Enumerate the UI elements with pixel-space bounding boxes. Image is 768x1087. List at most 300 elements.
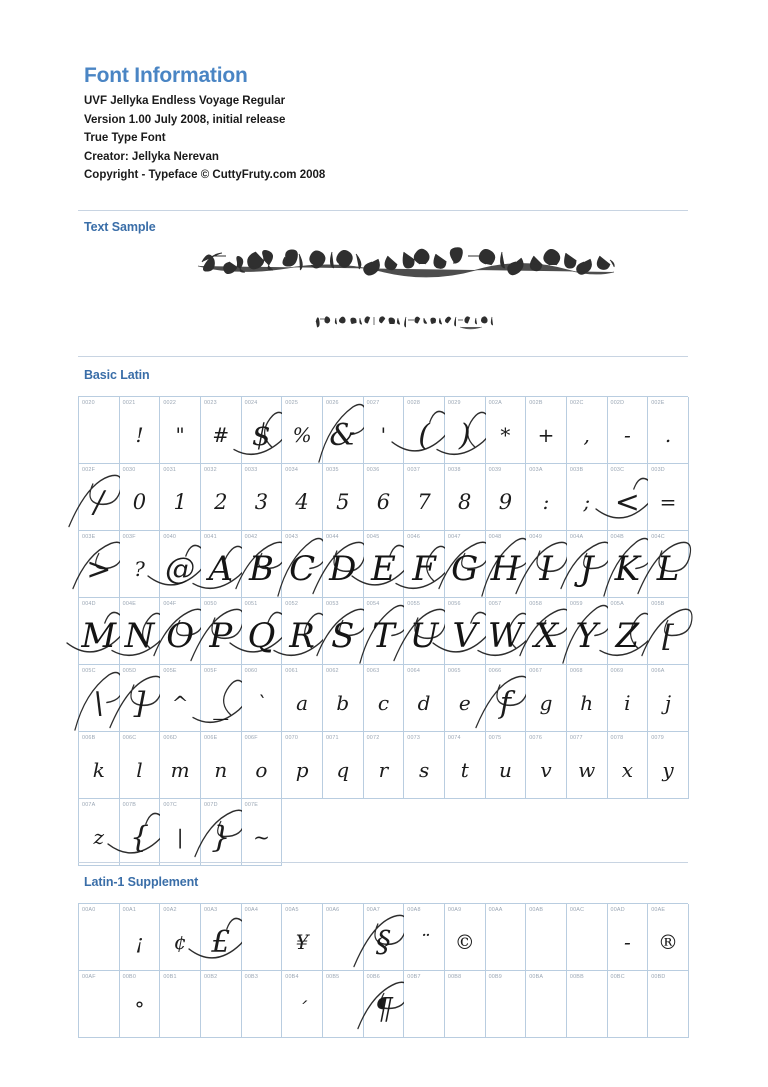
glyph-cell[interactable] (526, 531, 567, 598)
glyph-cell[interactable] (160, 971, 201, 1038)
glyph-cell[interactable] (526, 464, 567, 531)
glyph-codepoint-label: 002E (651, 400, 665, 406)
glyph-sample: 1 (173, 490, 187, 514)
glyph-cell[interactable] (404, 397, 445, 464)
glyph-sample: M (81, 616, 117, 656)
glyph-sample: & (329, 417, 357, 453)
glyph-codepoint-label: 003B (569, 467, 584, 473)
glyph-grid-row (79, 397, 688, 464)
latin-1-supplement-glyph-grid (78, 903, 688, 1038)
glyph-cell[interactable] (567, 598, 608, 665)
glyph-cell[interactable] (404, 665, 445, 732)
glyph-codepoint-label: 0023 (203, 400, 217, 406)
glyph-codepoint-label: 0031 (163, 467, 177, 473)
glyph-cell[interactable] (79, 732, 120, 799)
glyph-cell[interactable] (567, 464, 608, 531)
glyph-codepoint-label: 00AE (651, 907, 666, 913)
glyph-sample: < (614, 484, 640, 520)
glyph-codepoint-label: 002B (529, 400, 543, 406)
glyph-codepoint-label: 0064 (407, 668, 421, 674)
glyph-cell[interactable] (608, 665, 649, 732)
glyph-codepoint-label: 003E (82, 534, 96, 540)
glyph-sample: V (452, 616, 478, 656)
glyph-cell[interactable] (364, 531, 405, 598)
glyph-cell[interactable] (526, 598, 567, 665)
text-sample-lowercase (312, 308, 502, 330)
glyph-cell[interactable] (120, 799, 161, 866)
glyph-codepoint-label: 00AB (529, 907, 544, 913)
glyph-cell[interactable] (201, 531, 242, 598)
glyph-cell[interactable] (282, 464, 323, 531)
glyph-cell[interactable] (323, 665, 364, 732)
glyph-sample: u (498, 758, 512, 782)
glyph-sample: . (664, 423, 672, 447)
glyph-cell[interactable] (242, 799, 283, 866)
glyph-codepoint-label: 004B (610, 534, 624, 540)
glyph-codepoint-label: 006A (651, 668, 665, 674)
glyph-sample (79, 920, 119, 964)
glyph-codepoint-label: 0078 (610, 735, 624, 741)
glyph-sample: § (375, 924, 391, 960)
glyph-sample: e (458, 691, 471, 715)
glyph-sample (567, 987, 607, 1031)
glyph-codepoint-label: 00A4 (244, 907, 259, 913)
glyph-cell[interactable] (282, 397, 323, 464)
glyph-codepoint-label: 0061 (285, 668, 299, 674)
glyph-sample (323, 920, 363, 964)
glyph-cell[interactable] (445, 665, 486, 732)
glyph-codepoint-label: 0047 (447, 534, 461, 540)
glyph-sample: + (537, 423, 555, 447)
section-heading-text-sample: Text Sample (84, 220, 156, 234)
glyph-cell[interactable] (567, 904, 608, 971)
glyph-codepoint-label: 00A2 (163, 907, 177, 913)
glyph-cell[interactable] (160, 531, 201, 598)
glyph-codepoint-label: 00BB (569, 974, 584, 980)
glyph-cell[interactable] (282, 732, 323, 799)
glyph-grid-row (79, 799, 688, 866)
glyph-cell[interactable] (364, 665, 405, 732)
glyph-sample: 2 (214, 490, 228, 514)
glyph-cell[interactable] (526, 732, 567, 799)
glyph-sample: 6 (376, 490, 391, 514)
glyph-sample: p (295, 758, 309, 782)
glyph-codepoint-label: 003C (610, 467, 625, 473)
glyph-sample: | (176, 825, 184, 849)
glyph-cell[interactable] (486, 531, 527, 598)
glyph-cell[interactable] (242, 531, 283, 598)
glyph-cell[interactable] (120, 904, 161, 971)
glyph-sample: W (487, 616, 523, 656)
glyph-cell[interactable] (445, 732, 486, 799)
glyph-sample: l (136, 758, 143, 782)
glyph-sample: 8 (458, 490, 472, 514)
glyph-cell[interactable] (404, 531, 445, 598)
glyph-cell[interactable] (79, 397, 120, 464)
glyph-cell[interactable] (608, 598, 649, 665)
glyph-sample: h (580, 691, 594, 715)
glyph-codepoint-label: 0073 (407, 735, 421, 741)
glyph-sample: J (579, 549, 594, 589)
glyph-cell[interactable] (160, 799, 201, 866)
glyph-codepoint-label: 00A8 (407, 907, 421, 913)
font-info-line: Copyright - Typeface © CuttyFruty.com 2008 (84, 169, 326, 182)
glyph-codepoint-label: 0050 (203, 601, 217, 607)
glyph-codepoint-label: 005F (203, 668, 218, 674)
glyph-sample: _ (213, 685, 229, 721)
glyph-sample: n (214, 758, 228, 782)
glyph-cell[interactable] (608, 732, 649, 799)
glyph-cell[interactable] (323, 397, 364, 464)
glyph-sample: $ (251, 417, 271, 453)
glyph-sample (526, 987, 566, 1031)
glyph-sample: ! (135, 423, 144, 447)
glyph-cell[interactable] (201, 397, 242, 464)
glyph-sample: i (624, 691, 631, 715)
glyph-cell[interactable] (404, 598, 445, 665)
glyph-sample: / (93, 484, 104, 520)
glyph-cell[interactable] (404, 904, 445, 971)
glyph-cell[interactable] (445, 464, 486, 531)
glyph-cell[interactable] (323, 531, 364, 598)
glyph-cell[interactable] (608, 531, 649, 598)
glyph-cell[interactable] (242, 665, 283, 732)
glyph-cell[interactable] (323, 598, 364, 665)
glyph-sample: w (578, 758, 596, 782)
glyph-cell[interactable] (120, 531, 161, 598)
glyph-sample: K (614, 549, 641, 589)
glyph-cell[interactable] (526, 904, 567, 971)
glyph-cell[interactable] (282, 598, 323, 665)
glyph-cell[interactable] (648, 971, 689, 1038)
glyph-sample: = (659, 490, 677, 514)
section-heading-basic-latin: Basic Latin (84, 368, 150, 382)
glyph-sample: C (289, 549, 316, 589)
glyph-codepoint-label: 0071 (325, 735, 339, 741)
glyph-cell[interactable] (120, 598, 161, 665)
glyph-cell[interactable] (486, 598, 527, 665)
glyph-codepoint-label: 004C (651, 534, 665, 540)
glyph-codepoint-label: 00A3 (203, 907, 218, 913)
glyph-codepoint-label: 0074 (447, 735, 461, 741)
glyph-cell[interactable] (201, 904, 242, 971)
glyph-codepoint-label: 0037 (407, 467, 421, 473)
glyph-codepoint-label: 00B8 (447, 974, 462, 980)
glyph-cell[interactable] (79, 799, 120, 866)
glyph-sample: [ (662, 618, 674, 654)
glyph-cell[interactable] (201, 464, 242, 531)
glyph-cell[interactable] (445, 598, 486, 665)
glyph-cell[interactable] (608, 971, 649, 1038)
glyph-sample: 5 (336, 490, 350, 514)
glyph-cell[interactable] (364, 397, 405, 464)
glyph-cell[interactable] (364, 732, 405, 799)
glyph-cell[interactable] (567, 531, 608, 598)
glyph-cell[interactable] (242, 598, 283, 665)
glyph-sample: \ (93, 685, 104, 721)
glyph-sample: " (175, 423, 185, 447)
glyph-cell[interactable] (201, 799, 242, 866)
glyph-codepoint-label: 002F (82, 467, 96, 473)
glyph-codepoint-label: 0039 (488, 467, 502, 473)
glyph-codepoint-label: 0079 (651, 735, 664, 741)
glyph-cell[interactable] (120, 732, 161, 799)
glyph-cell[interactable] (648, 665, 689, 732)
glyph-cell[interactable] (445, 904, 486, 971)
glyph-sample: F (412, 549, 436, 589)
glyph-codepoint-label: 0077 (569, 735, 583, 741)
glyph-cell[interactable] (120, 665, 161, 732)
glyph-sample: , (583, 423, 590, 447)
glyph-sample: R (289, 616, 315, 656)
glyph-cell[interactable] (364, 598, 405, 665)
glyph-cell[interactable] (79, 598, 120, 665)
glyph-cell[interactable] (79, 904, 120, 971)
glyph-cell[interactable] (323, 971, 364, 1038)
glyph-codepoint-label: 0053 (325, 601, 339, 607)
glyph-cell[interactable] (364, 971, 405, 1038)
glyph-codepoint-label: 007C (163, 802, 177, 808)
glyph-sample: # (212, 423, 230, 447)
glyph-cell[interactable] (608, 904, 649, 971)
glyph-sample: S (331, 616, 355, 656)
glyph-codepoint-label: 0054 (366, 601, 380, 607)
glyph-cell[interactable] (282, 971, 323, 1038)
glyph-codepoint-label: 00AC (569, 907, 585, 913)
font-info-line: Version 1.00 July 2008, initial release (84, 113, 286, 126)
glyph-cell[interactable] (608, 464, 649, 531)
glyph-cell[interactable] (120, 397, 161, 464)
glyph-cell[interactable] (445, 531, 486, 598)
glyph-grid-row (79, 598, 688, 665)
glyph-codepoint-label: 007E (244, 802, 259, 808)
glyph-cell[interactable] (648, 598, 689, 665)
glyph-sample (608, 987, 648, 1031)
glyph-cell[interactable] (567, 665, 608, 732)
glyph-cell[interactable] (567, 732, 608, 799)
glyph-sample: Y (575, 616, 598, 656)
glyph-codepoint-label: 00B6 (366, 974, 380, 980)
glyph-cell[interactable] (242, 397, 283, 464)
glyph-cell[interactable] (486, 971, 527, 1038)
glyph-sample: { (129, 819, 150, 855)
glyph-cell[interactable] (120, 464, 161, 531)
glyph-cell[interactable] (526, 665, 567, 732)
glyph-sample (79, 413, 119, 457)
glyph-cell[interactable] (201, 665, 242, 732)
glyph-cell[interactable] (404, 464, 445, 531)
glyph-cell[interactable] (364, 904, 405, 971)
glyph-codepoint-label: 0067 (529, 668, 543, 674)
glyph-codepoint-label: 00A9 (447, 907, 462, 913)
glyph-cell[interactable] (648, 904, 689, 971)
glyph-codepoint-label: 0033 (244, 467, 258, 473)
glyph-sample: q (336, 758, 350, 782)
glyph-cell[interactable] (486, 732, 527, 799)
glyph-codepoint-label: 00BC (610, 974, 625, 980)
glyph-sample: 7 (417, 490, 431, 514)
glyph-sample: d (417, 691, 431, 715)
glyph-sample: ` (256, 691, 267, 715)
glyph-cell[interactable] (323, 732, 364, 799)
glyph-codepoint-label: 00A6 (325, 907, 340, 913)
glyph-grid-row (79, 531, 688, 598)
glyph-codepoint-label: 0035 (325, 467, 339, 473)
glyph-codepoint-label: 0024 (244, 400, 258, 406)
glyph-cell[interactable] (526, 971, 567, 1038)
glyph-cell[interactable] (526, 397, 567, 464)
glyph-codepoint-label: 0044 (325, 534, 339, 540)
glyph-codepoint-label: 005B (651, 601, 665, 607)
glyph-sample: 0 (132, 490, 147, 514)
glyph-sample: H (490, 549, 521, 589)
glyph-sample: b (336, 691, 350, 715)
glyph-sample (648, 987, 688, 1031)
glyph-sample: o (255, 758, 268, 782)
glyph-codepoint-label: 0072 (366, 735, 380, 741)
page-title: Font Information (84, 64, 248, 87)
glyph-sample: ¢ (173, 930, 187, 954)
glyph-sample: : (542, 490, 550, 514)
glyph-sample: N (124, 616, 155, 656)
glyph-sample: > (86, 551, 112, 587)
glyph-cell[interactable] (567, 971, 608, 1038)
glyph-cell[interactable] (242, 904, 283, 971)
glyph-sample: - (623, 423, 631, 447)
glyph-cell[interactable] (648, 732, 689, 799)
glyph-codepoint-label: 0069 (610, 668, 624, 674)
glyph-sample: z (93, 825, 105, 849)
glyph-codepoint-label: 00B1 (163, 974, 177, 980)
glyph-cell-placeholder (323, 799, 364, 866)
glyph-sample: ¶ (373, 991, 393, 1027)
glyph-codepoint-label: 002C (569, 400, 584, 406)
glyph-sample: G (451, 549, 479, 589)
glyph-cell-placeholder (608, 799, 649, 866)
glyph-cell[interactable] (160, 904, 201, 971)
glyph-codepoint-label: 0076 (529, 735, 543, 741)
glyph-sample: ° (134, 997, 145, 1021)
glyph-sample: Z (615, 616, 640, 656)
glyph-cell[interactable] (486, 464, 527, 531)
glyph-cell[interactable] (79, 464, 120, 531)
glyph-sample: ; (583, 490, 591, 514)
glyph-cell[interactable] (79, 971, 120, 1038)
glyph-grid-row (79, 904, 688, 971)
glyph-codepoint-label: 0028 (407, 400, 421, 406)
glyph-codepoint-label: 0046 (407, 534, 421, 540)
glyph-codepoint-label: 0068 (569, 668, 583, 674)
glyph-cell[interactable] (323, 464, 364, 531)
glyph-cell[interactable] (160, 397, 201, 464)
glyph-cell[interactable] (648, 397, 689, 464)
glyph-cell[interactable] (282, 531, 323, 598)
glyph-codepoint-label: 00B0 (122, 974, 137, 980)
glyph-codepoint-label: 002A (488, 400, 502, 406)
glyph-cell[interactable] (120, 971, 161, 1038)
glyph-codepoint-label: 003F (122, 534, 136, 540)
glyph-cell[interactable] (201, 971, 242, 1038)
glyph-cell[interactable] (323, 904, 364, 971)
glyph-codepoint-label: 0059 (569, 601, 583, 607)
glyph-cell[interactable] (79, 531, 120, 598)
glyph-codepoint-label: 0041 (203, 534, 217, 540)
glyph-cell[interactable] (404, 732, 445, 799)
glyph-sample: ¥ (295, 930, 309, 954)
glyph-codepoint-label: 006C (122, 735, 137, 741)
glyph-codepoint-label: 00B9 (488, 974, 502, 980)
font-info-line: UVF Jellyka Endless Voyage Regular (84, 95, 286, 107)
glyph-sample: U (409, 616, 439, 656)
glyph-sample: E (371, 549, 396, 589)
glyph-cell[interactable] (364, 464, 405, 531)
glyph-cell[interactable] (160, 665, 201, 732)
glyph-sample (486, 987, 526, 1031)
glyph-codepoint-label: 0058 (529, 601, 543, 607)
glyph-cell[interactable] (648, 531, 689, 598)
glyph-codepoint-label: 0052 (285, 601, 299, 607)
glyph-cell[interactable] (160, 464, 201, 531)
glyph-cell[interactable] (160, 732, 201, 799)
section-divider (78, 862, 688, 863)
text-sample-uppercase (196, 232, 620, 280)
glyph-cell[interactable] (486, 904, 527, 971)
glyph-codepoint-label: 00A7 (366, 907, 380, 913)
glyph-cell[interactable] (282, 904, 323, 971)
glyph-sample: 3 (254, 490, 269, 514)
glyph-codepoint-label: 0042 (244, 534, 258, 540)
glyph-sample: ^ (171, 691, 189, 715)
glyph-cell[interactable] (79, 665, 120, 732)
glyph-cell[interactable] (445, 971, 486, 1038)
glyph-cell[interactable] (201, 598, 242, 665)
glyph-sample: j (664, 691, 672, 715)
glyph-cell[interactable] (486, 665, 527, 732)
glyph-cell[interactable] (648, 464, 689, 531)
glyph-cell[interactable] (404, 971, 445, 1038)
glyph-codepoint-label: 00BD (651, 974, 666, 980)
glyph-codepoint-label: 007B (122, 802, 137, 808)
glyph-cell[interactable] (160, 598, 201, 665)
glyph-cell[interactable] (242, 971, 283, 1038)
glyph-cell[interactable] (445, 397, 486, 464)
glyph-codepoint-label: 005C (82, 668, 96, 674)
glyph-cell[interactable] (282, 665, 323, 732)
glyph-cell[interactable] (242, 732, 283, 799)
glyph-cell[interactable] (486, 397, 527, 464)
section-divider (78, 356, 688, 357)
glyph-cell[interactable] (567, 397, 608, 464)
glyph-sample (445, 987, 485, 1031)
glyph-codepoint-label: 0020 (82, 400, 95, 406)
glyph-codepoint-label: 00A1 (122, 907, 137, 913)
glyph-sample: s (418, 758, 430, 782)
glyph-cell[interactable] (242, 464, 283, 531)
glyph-sample (526, 920, 566, 964)
font-info-list (84, 92, 684, 185)
glyph-sample: f (499, 685, 511, 721)
glyph-codepoint-label: 0036 (366, 467, 380, 473)
glyph-codepoint-label: 0056 (447, 601, 461, 607)
glyph-sample: g (539, 691, 553, 715)
glyph-sample: £ (211, 924, 231, 960)
glyph-sample: ? (134, 557, 145, 581)
glyph-sample: x (621, 758, 633, 782)
glyph-codepoint-label: 0025 (285, 400, 299, 406)
glyph-cell[interactable] (201, 732, 242, 799)
glyph-sample: } (211, 819, 231, 855)
glyph-cell[interactable] (608, 397, 649, 464)
